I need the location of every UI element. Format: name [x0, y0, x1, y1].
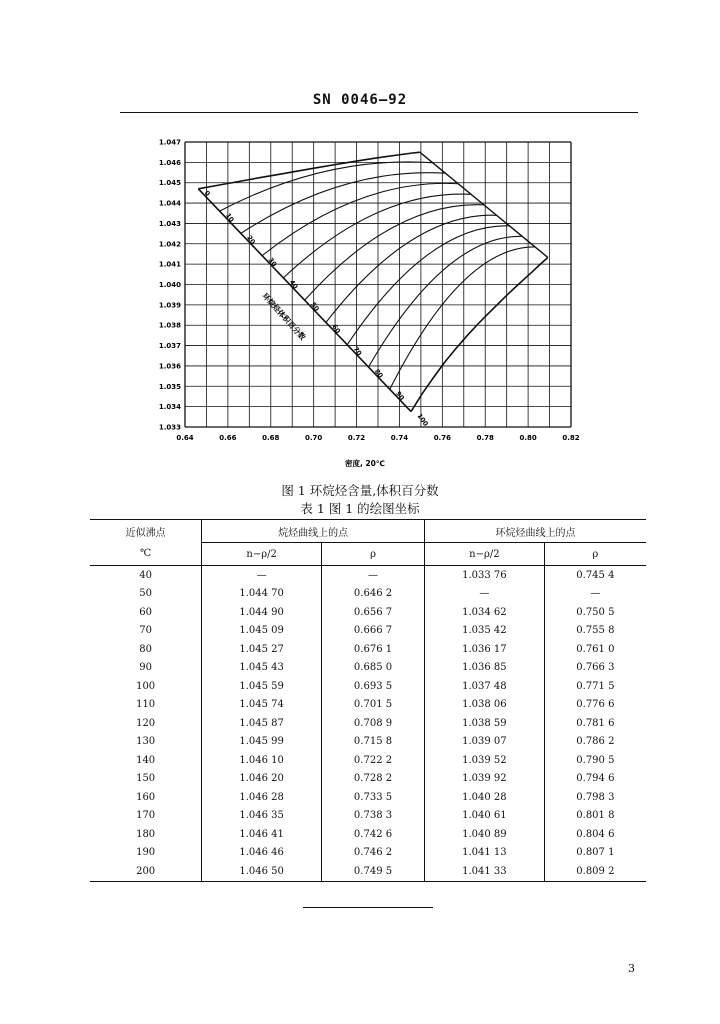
table-row	[90, 677, 646, 696]
table-row	[90, 844, 646, 863]
table-row	[90, 603, 646, 622]
cell-paraffin-n: 1.044 90	[202, 603, 322, 622]
cell-bp: 100	[90, 677, 202, 696]
cell-bp: 60	[90, 603, 202, 622]
table-row	[90, 696, 646, 715]
cell-paraffin-n: 1.046 35	[202, 807, 322, 826]
cell-paraffin-rho: 0.685 0	[322, 659, 425, 678]
y-tick-label: 1.034	[158, 403, 181, 412]
y-tick-label: 1.038	[158, 321, 181, 330]
cell-paraffin-rho: 0.646 2	[322, 585, 425, 604]
cell-paraffin-rho: 0.746 2	[322, 844, 425, 863]
cell-naphthene-rho: 0.750 5	[576, 606, 615, 618]
table-row	[90, 714, 646, 733]
cell-paraffin-rho: —	[322, 566, 425, 585]
cell-naphthene-rho: 0.781 6	[576, 717, 615, 729]
group-paraffin: 烷烃曲线上的点	[202, 520, 425, 543]
cell-bp: 130	[90, 733, 202, 752]
x-tick-label: 0.66	[219, 434, 237, 442]
table-row	[90, 862, 646, 881]
cell-naphthene-n: 1.041 33	[425, 862, 545, 881]
table-row	[90, 770, 646, 789]
iso-percent-line	[283, 194, 471, 278]
end-rule	[303, 907, 433, 908]
cell-bp: 200	[90, 862, 202, 881]
cell-paraffin-n: 1.045 87	[202, 714, 322, 733]
y-tick-label: 1.046	[158, 158, 181, 167]
cell-paraffin-rho: 0.722 2	[322, 751, 425, 770]
table-row	[90, 640, 646, 659]
y-tick-label: 1.042	[158, 240, 181, 249]
cell-bp: 170	[90, 807, 202, 826]
x-tick-label: 0.64	[176, 434, 194, 442]
cell-naphthene-rho: 0.809 2	[544, 862, 646, 881]
cell-bp: 120	[90, 714, 202, 733]
y-tick-label: 1.036	[158, 362, 181, 371]
percent-scale-title: 环烷烃体积百分数	[260, 291, 308, 342]
cell-paraffin-rho: 0.656 7	[322, 603, 425, 622]
percent-label: 60	[330, 323, 343, 336]
cell-paraffin-n: 1.046 46	[202, 844, 322, 863]
cell-paraffin-rho: 0.693 5	[322, 677, 425, 696]
cell-paraffin-n: 1.044 70	[202, 585, 322, 604]
percent-label: 80	[372, 367, 385, 380]
x-axis-label: 密度, 20℃	[345, 459, 385, 468]
col-boiling-point: 近似沸点	[90, 520, 202, 543]
x-tick-label: 0.80	[519, 434, 537, 442]
right-boundary-line	[420, 152, 548, 257]
table-body	[90, 566, 646, 882]
cell-paraffin-rho: 0.666 7	[322, 622, 425, 641]
table-row	[90, 788, 646, 807]
percent-label: 20	[245, 233, 257, 246]
plotting-coordinates-table	[90, 519, 646, 882]
cell-naphthene-rho: 0.801 8	[576, 810, 615, 822]
cell-paraffin-n: 1.045 59	[202, 677, 322, 696]
cell-naphthene-n: 1.040 61	[425, 807, 545, 826]
sub-naphthene-n: n−ρ/2	[425, 543, 545, 566]
x-tick-label: 0.74	[390, 434, 409, 442]
y-tick-label: 1.043	[158, 219, 181, 228]
y-tick-label: 1.045	[158, 179, 181, 188]
table-row	[90, 566, 646, 585]
cell-naphthene-rho: 0.790 5	[576, 754, 615, 766]
group-naphthene: 环烷烃曲线上的点	[425, 520, 646, 543]
cell-naphthene-rho: 0.766 3	[576, 662, 615, 674]
table-row	[90, 659, 646, 678]
x-tick-label: 0.70	[305, 434, 323, 442]
cell-paraffin-n: 1.046 28	[202, 788, 322, 807]
page-number: 3	[628, 962, 635, 975]
y-tick-label: 1.035	[158, 382, 181, 391]
cell-bp: 110	[90, 696, 202, 715]
cell-naphthene-rho: 0.755 8	[576, 625, 615, 637]
document-code: SN 0046—92	[312, 92, 408, 108]
cell-paraffin-n: 1.045 43	[202, 659, 322, 678]
cell-bp: 160	[90, 788, 202, 807]
cell-paraffin-n: —	[202, 566, 322, 585]
cell-paraffin-n: 1.045 27	[202, 640, 322, 659]
table-row	[90, 807, 646, 826]
header-rule	[120, 112, 638, 113]
cell-paraffin-rho: 0.733 5	[322, 788, 425, 807]
percent-label: 10	[223, 211, 236, 224]
y-tick-label: 1.033	[158, 423, 181, 432]
cell-paraffin-n: 1.046 50	[202, 862, 322, 881]
percent-label: 100	[415, 412, 430, 428]
percent-label: 40	[287, 278, 300, 291]
cell-paraffin-rho: 0.742 6	[322, 825, 425, 844]
nomograph-chart	[0, 130, 720, 475]
cell-naphthene-rho: 0.798 3	[576, 791, 615, 803]
cell-naphthene-n: 1.036 17	[425, 640, 545, 659]
figure-caption: 图 1 环烷烃含量,体积百分数	[281, 483, 439, 498]
percent-label: 70	[351, 345, 364, 358]
y-tick-label: 1.037	[158, 342, 181, 351]
cell-paraffin-n: 1.046 41	[202, 825, 322, 844]
cell-paraffin-n: 1.046 10	[202, 751, 322, 770]
cell-naphthene-rho: 0.804 6	[576, 828, 615, 840]
y-tick-label: 1.044	[158, 199, 181, 208]
cell-bp: 190	[90, 844, 202, 863]
cell-naphthene-rho: 0.794 6	[576, 773, 615, 785]
sub-naphthene-rho: ρ	[544, 543, 646, 566]
cell-naphthene-n: 1.037 48	[425, 677, 545, 696]
cell-naphthene-n: 1.041 13	[425, 844, 545, 863]
cell-bp: 80	[90, 640, 202, 659]
cell-bp: 70	[90, 622, 202, 641]
table-caption: 表 1 图 1 的绘图坐标	[300, 501, 420, 516]
cell-naphthene-n: 1.039 92	[425, 770, 545, 789]
cell-naphthene-n: 1.036 85	[425, 659, 545, 678]
cell-naphthene-n: —	[425, 585, 545, 604]
cell-naphthene-rho: 0.771 5	[576, 680, 615, 692]
x-tick-label: 0.76	[433, 434, 451, 442]
cell-naphthene-n: 1.040 28	[425, 788, 545, 807]
cell-paraffin-rho: 0.749 5	[322, 862, 425, 881]
cell-naphthene-n: 1.039 07	[425, 733, 545, 752]
cell-paraffin-rho: 0.728 2	[322, 770, 425, 789]
cell-paraffin-rho: 0.738 3	[322, 807, 425, 826]
iso-percent-line	[262, 183, 458, 255]
cell-naphthene-rho: 0.807 1	[576, 847, 615, 859]
cell-bp: 50	[90, 585, 202, 604]
percent-label: 50	[309, 300, 321, 313]
cell-paraffin-n: 1.045 99	[202, 733, 322, 752]
paraffin-curve	[198, 152, 420, 189]
cell-naphthene-rho: —	[590, 588, 601, 600]
table-row	[90, 733, 646, 752]
y-tick-label: 1.047	[158, 138, 181, 147]
x-tick-label: 0.78	[476, 434, 494, 442]
cell-naphthene-n: 1.033 76	[425, 566, 545, 585]
percent-label: 0	[202, 189, 212, 198]
y-tick-label: 1.040	[158, 281, 181, 289]
cell-bp: 180	[90, 825, 202, 844]
percent-label: 30	[266, 256, 279, 269]
table-row	[90, 585, 646, 604]
y-tick-label: 1.039	[158, 301, 181, 310]
cell-paraffin-rho: 0.701 5	[322, 696, 425, 715]
cell-paraffin-rho: 0.708 9	[322, 714, 425, 733]
cell-naphthene-rho: 0.761 0	[576, 643, 615, 655]
percent-label: 90	[394, 389, 406, 402]
cell-naphthene-n: 1.039 52	[425, 751, 545, 770]
cell-paraffin-n: 1.045 09	[202, 622, 322, 641]
cell-bp: 150	[90, 770, 202, 789]
cell-bp: 40	[90, 566, 202, 585]
cell-naphthene-rho: 0.776 6	[576, 699, 615, 711]
sub-paraffin-rho: ρ	[322, 543, 425, 566]
cell-paraffin-rho: 0.676 1	[322, 640, 425, 659]
table-row	[90, 622, 646, 641]
cell-bp: 90	[90, 659, 202, 678]
cell-naphthene-n: 1.040 89	[425, 825, 545, 844]
x-tick-label: 0.82	[562, 434, 580, 442]
sub-paraffin-n: n−ρ/2	[202, 543, 322, 566]
cell-naphthene-n: 1.035 42	[425, 622, 545, 641]
cell-paraffin-rho: 0.715 8	[322, 733, 425, 752]
table-row	[90, 825, 646, 844]
col-boiling-point-unit: ℃	[90, 543, 202, 566]
cell-naphthene-rho: 0.745 4	[576, 569, 615, 581]
cell-naphthene-n: 1.038 06	[425, 696, 545, 715]
cell-paraffin-n: 1.045 74	[202, 696, 322, 715]
cell-naphthene-rho: 0.786 2	[576, 736, 615, 748]
x-tick-label: 0.72	[347, 434, 366, 442]
cell-bp: 140	[90, 751, 202, 770]
cell-naphthene-n: 1.034 62	[425, 603, 545, 622]
x-tick-label: 0.68	[262, 434, 280, 442]
table-row	[90, 751, 646, 770]
cell-paraffin-n: 1.046 20	[202, 770, 322, 789]
y-tick-label: 1.041	[158, 260, 181, 269]
cell-naphthene-n: 1.038 59	[425, 714, 545, 733]
